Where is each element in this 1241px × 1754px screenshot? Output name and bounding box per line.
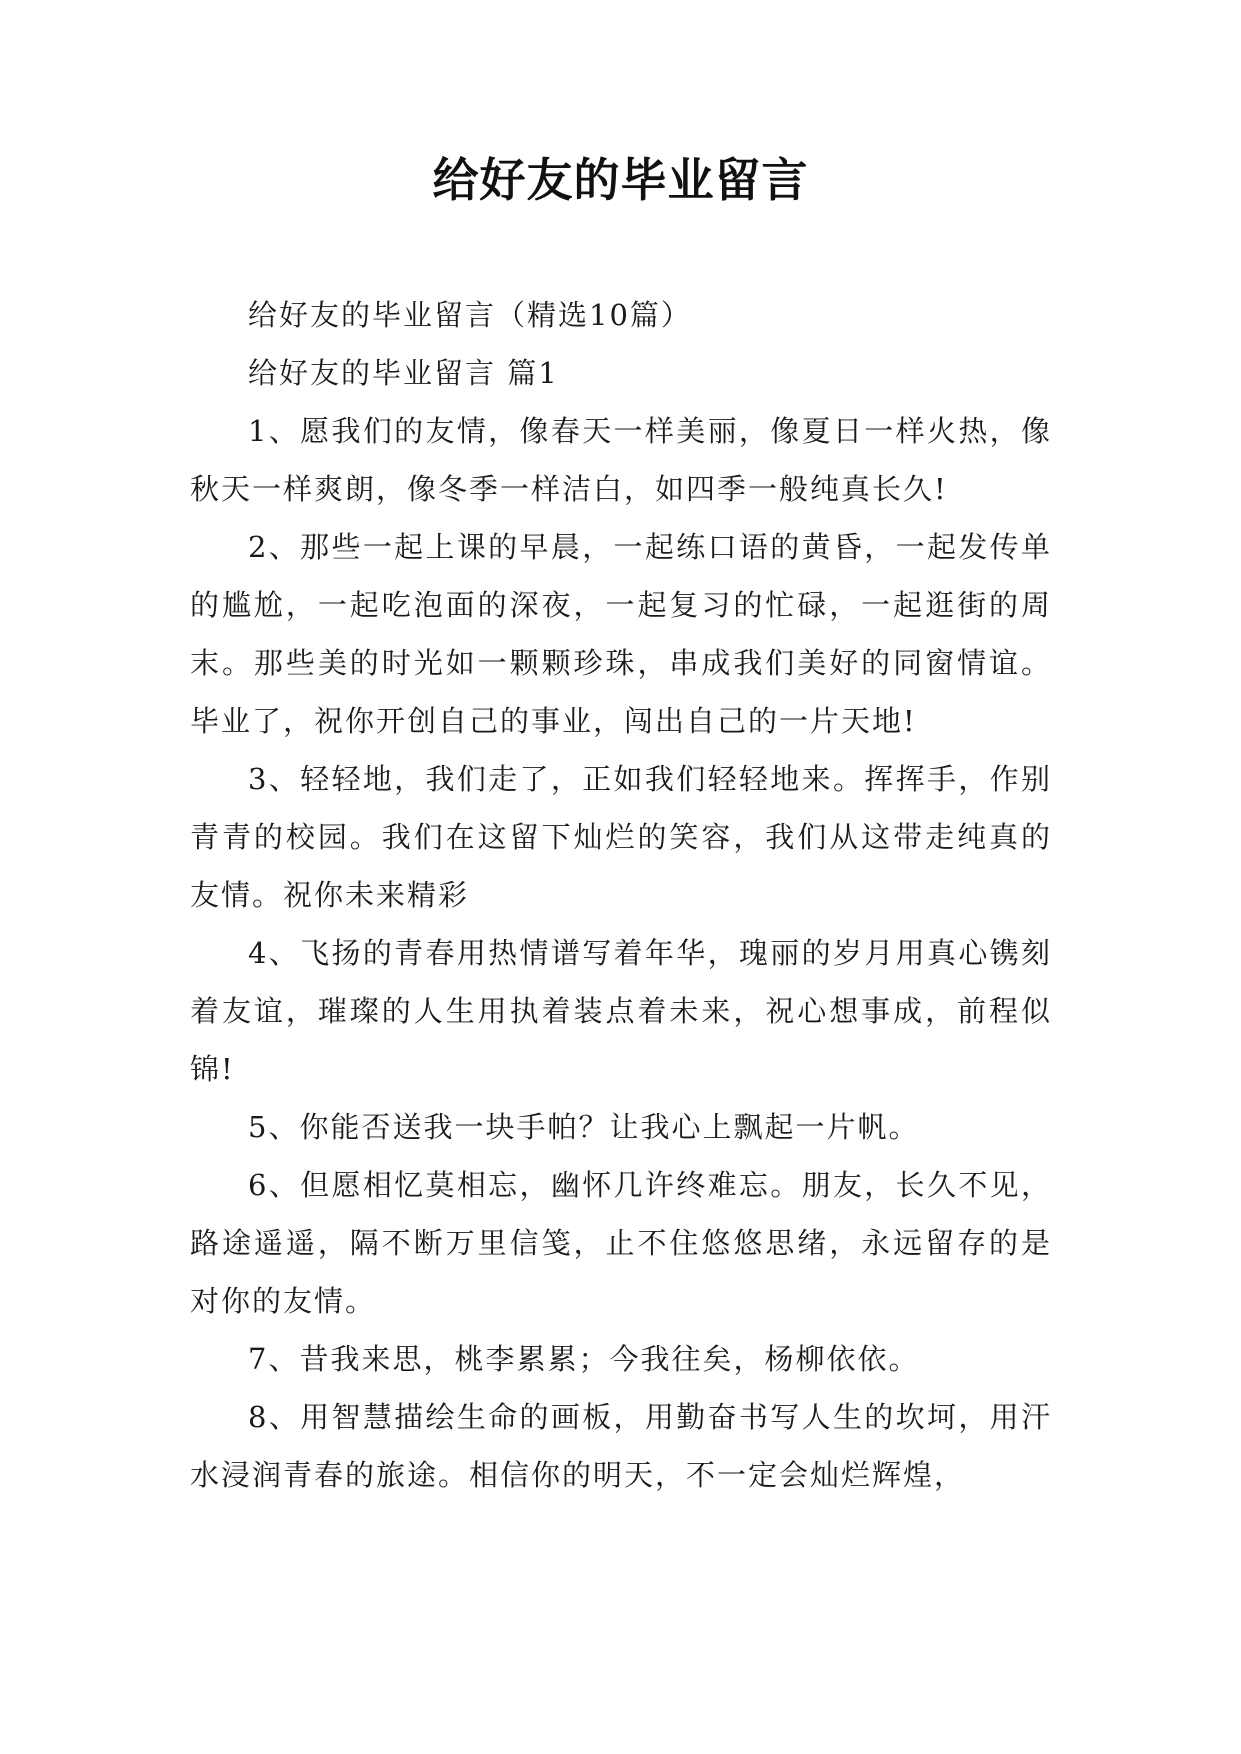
paragraph: 4、飞扬的青春用热情谱写着年华，瑰丽的岁月用真心镌刻着友谊，璀璨的人生用执着装点着未来，祝心想事成，前程似锦!	[190, 936, 1052, 1086]
document-title: 给好友的毕业留言	[432, 153, 809, 207]
paragraph: 2、那些一起上课的早晨，一起练口语的黄昏，一起发传单的尴尬，一起吃泡面的深夜，一起复习的忙碌，一起逛街的周末。那些美的时光如一颗颗珍珠，串成我们美好的同窗情谊。毕业了，祝你开创自己的事业，闯出自己的一片天地!	[190, 530, 1052, 738]
paragraph: 1、愿我们的友情，像春天一样美丽，像夏日一样火热，像秋天一样爽朗，像冬季一样洁白，如四季一般纯真长久!	[190, 414, 1052, 506]
document-subtitle: 给好友的毕业留言（精选10篇）	[248, 298, 692, 332]
document-body	[190, 286, 1052, 1504]
paragraph: 7、昔我来思，桃李累累；今我往矣，杨柳依依。	[248, 1342, 920, 1376]
paragraph: 6、但愿相忆莫相忘，幽怀几许终难忘。朋友，长久不见，路途遥遥，隔不断万里信笺，止不住悠悠思绪，永远留存的是对你的友情。	[190, 1168, 1052, 1318]
paragraph: 3、轻轻地，我们走了，正如我们轻轻地来。挥挥手，作别青青的校园。我们在这留下灿烂的笑容，我们从这带走纯真的友情。祝你未来精彩	[190, 762, 1052, 912]
paragraph: 8、用智慧描绘生命的画板，用勤奋书写人生的坎坷，用汗水浸润青春的旅途。相信你的明天，不一定会灿烂辉煌，	[190, 1400, 1052, 1492]
section-heading: 给好友的毕业留言 篇1	[248, 356, 559, 390]
paragraph: 5、你能否送我一块手帕？让我心上飘起一片帆。	[248, 1110, 920, 1144]
